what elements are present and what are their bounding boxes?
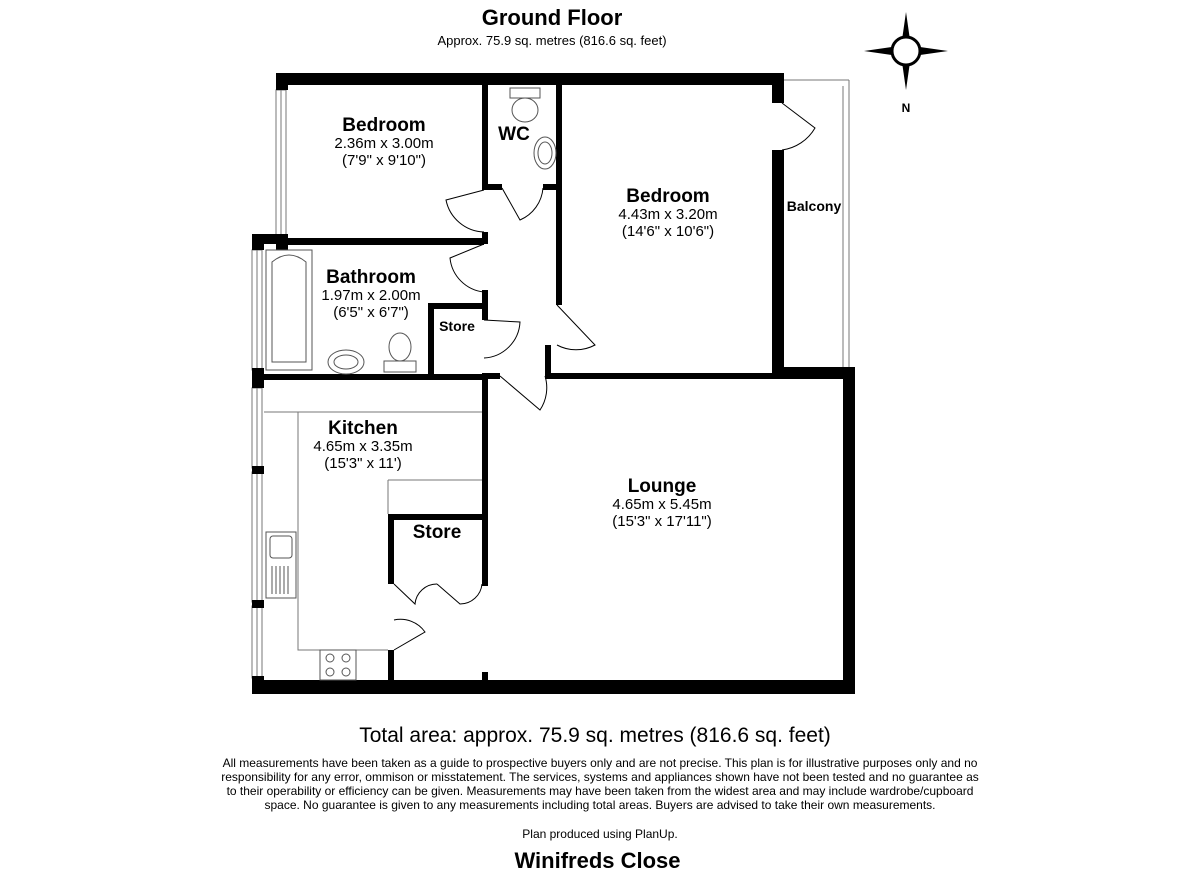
bedroom2-imperial: (14'6" x 10'6") bbox=[621, 223, 715, 240]
kitchen-name: Kitchen bbox=[328, 418, 398, 439]
north-label: N bbox=[901, 101, 911, 115]
bedroom1-imperial: (7'9" x 9'10") bbox=[342, 152, 426, 169]
bedroom1-metric: 2.36m x 3.00m bbox=[334, 135, 434, 152]
property-address: Winifreds Close bbox=[514, 848, 681, 873]
bedroom2-metric: 4.43m x 3.20m bbox=[618, 206, 718, 223]
bathroom-imperial: (6'5" x 6'7") bbox=[333, 304, 409, 321]
compass-icon bbox=[864, 12, 948, 115]
wc-name: WC bbox=[498, 124, 530, 145]
hob-icon bbox=[320, 650, 356, 680]
bathroom-metric: 1.97m x 2.00m bbox=[321, 287, 421, 304]
total-area: Total area: approx. 75.9 sq. metres (816.6 sq. feet) bbox=[359, 724, 831, 747]
balcony-outline bbox=[784, 80, 849, 367]
bathroom-name: Bathroom bbox=[326, 267, 416, 288]
lounge-imperial: (15'3" x 17'11") bbox=[612, 513, 712, 530]
kitchen-sink-icon bbox=[266, 532, 296, 598]
bathroom-basin-icon bbox=[328, 350, 364, 374]
credit: Plan produced using PlanUp. bbox=[522, 827, 678, 841]
store1-name: Store bbox=[439, 318, 475, 334]
balcony-name: Balcony bbox=[786, 198, 842, 214]
lounge-name: Lounge bbox=[627, 476, 697, 497]
kitchen-metric: 4.65m x 3.35m bbox=[313, 438, 413, 455]
bathroom-toilet-icon bbox=[384, 333, 416, 372]
kitchen-imperial: (15'3" x 11') bbox=[324, 455, 402, 472]
disclaimer: All measurements have been taken as a guide to prospective buyers only and are not precise. This plan is for illustrative purposes only and no responsibility for any error, ommison or misstatement. The services, systems and appliances shown have not been tested and no guarantee as to their operability or efficiency can be given. Measurements may have been taken from the widest area and may include wardrobe/cupboard space. No guarantee is given to any measurements including total areas. Buyers are advised to take their own measurements. bbox=[221, 756, 979, 812]
floor-title: Ground Floor bbox=[481, 5, 623, 30]
bath-icon bbox=[266, 250, 312, 370]
lounge-metric: 4.65m x 5.45m bbox=[612, 496, 712, 513]
wc-toilet-icon bbox=[510, 88, 540, 122]
bedroom2-name: Bedroom bbox=[626, 186, 710, 207]
bedroom1-name: Bedroom bbox=[342, 115, 426, 136]
store2-name: Store bbox=[412, 522, 462, 543]
wc-basin-icon bbox=[534, 137, 556, 169]
floor-area-subtitle: Approx. 75.9 sq. metres (816.6 sq. feet) bbox=[437, 33, 667, 48]
